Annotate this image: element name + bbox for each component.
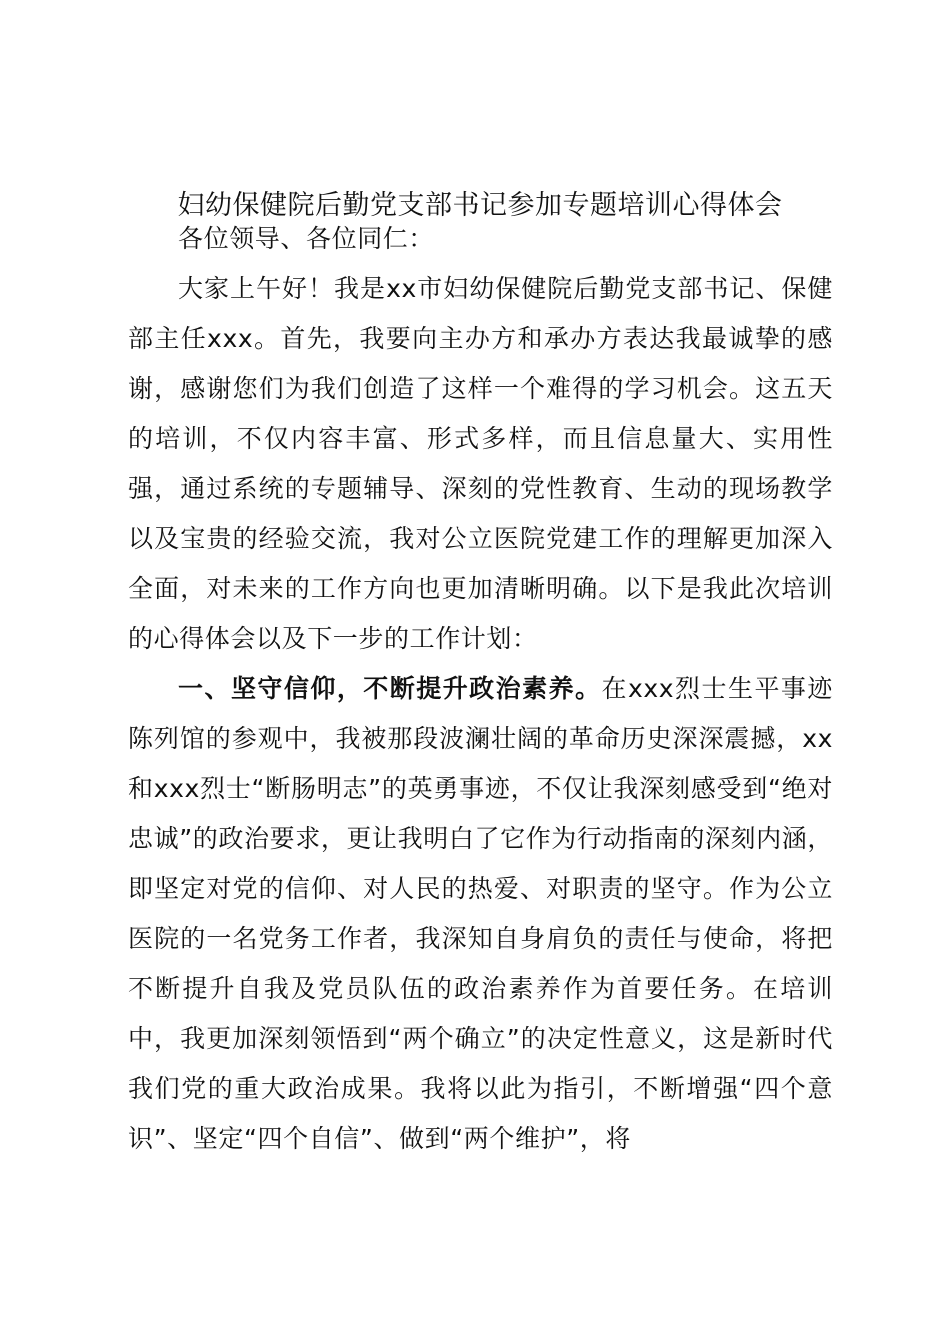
paragraph-intro: 大家上午好！我是xx市妇幼保健院后勤党支部书记、保健部主任xxx。首先，我要向主办方和承办方表达我最诚挚的感谢，感谢您们为我们创造了这样一个难得的学习机会。这五天的培训，不仅内容丰富、形式多样，而且信息量大、实用性强，通过系统的专题辅导、深刻的党性教育、生动的现场教学以及宝贵的经验交流，我对公立医院党建工作的理解更加深入全面，对未来的工作方向也更加清晰明确。以下是我此次培训的心得体会以及下一步的工作计划：	[128, 274, 833, 653]
document-body	[128, 214, 833, 1164]
salutation: 各位领导、各位同仁：	[178, 224, 435, 253]
paragraph-section-1	[128, 664, 833, 1164]
document-title: 妇幼保健院后勤党支部书记参加专题培训心得体会	[177, 190, 783, 221]
section-1-heading: 一、坚守信仰，不断提升政治素养。	[178, 674, 602, 703]
section-1-body: 在xxx烈士生平事迹陈列馆的参观中，我被那段波澜壮阔的革命历史深深震撼，xx和xxx烈士“断肠明志”的英勇事迹，不仅让我深刻感受到“绝对忠诚”的政治要求，更让我明白了它作为行动指南的深刻内涵，即坚定对党的信仰、对人民的热爱、对职责的坚守。作为公立医院的一名党务工作者，我深知自身肩负的责任与使命，将把不断提升自我及党员队伍的政治素养作为首要任务。在培训中，我更加深刻领悟到“两个确立”的决定性意义，这是新时代我们党的重大政治成果。我将以此为指引，不断增强“四个意识”、坚定“四个自信”、做到“两个维护”，将	[128, 674, 833, 1153]
